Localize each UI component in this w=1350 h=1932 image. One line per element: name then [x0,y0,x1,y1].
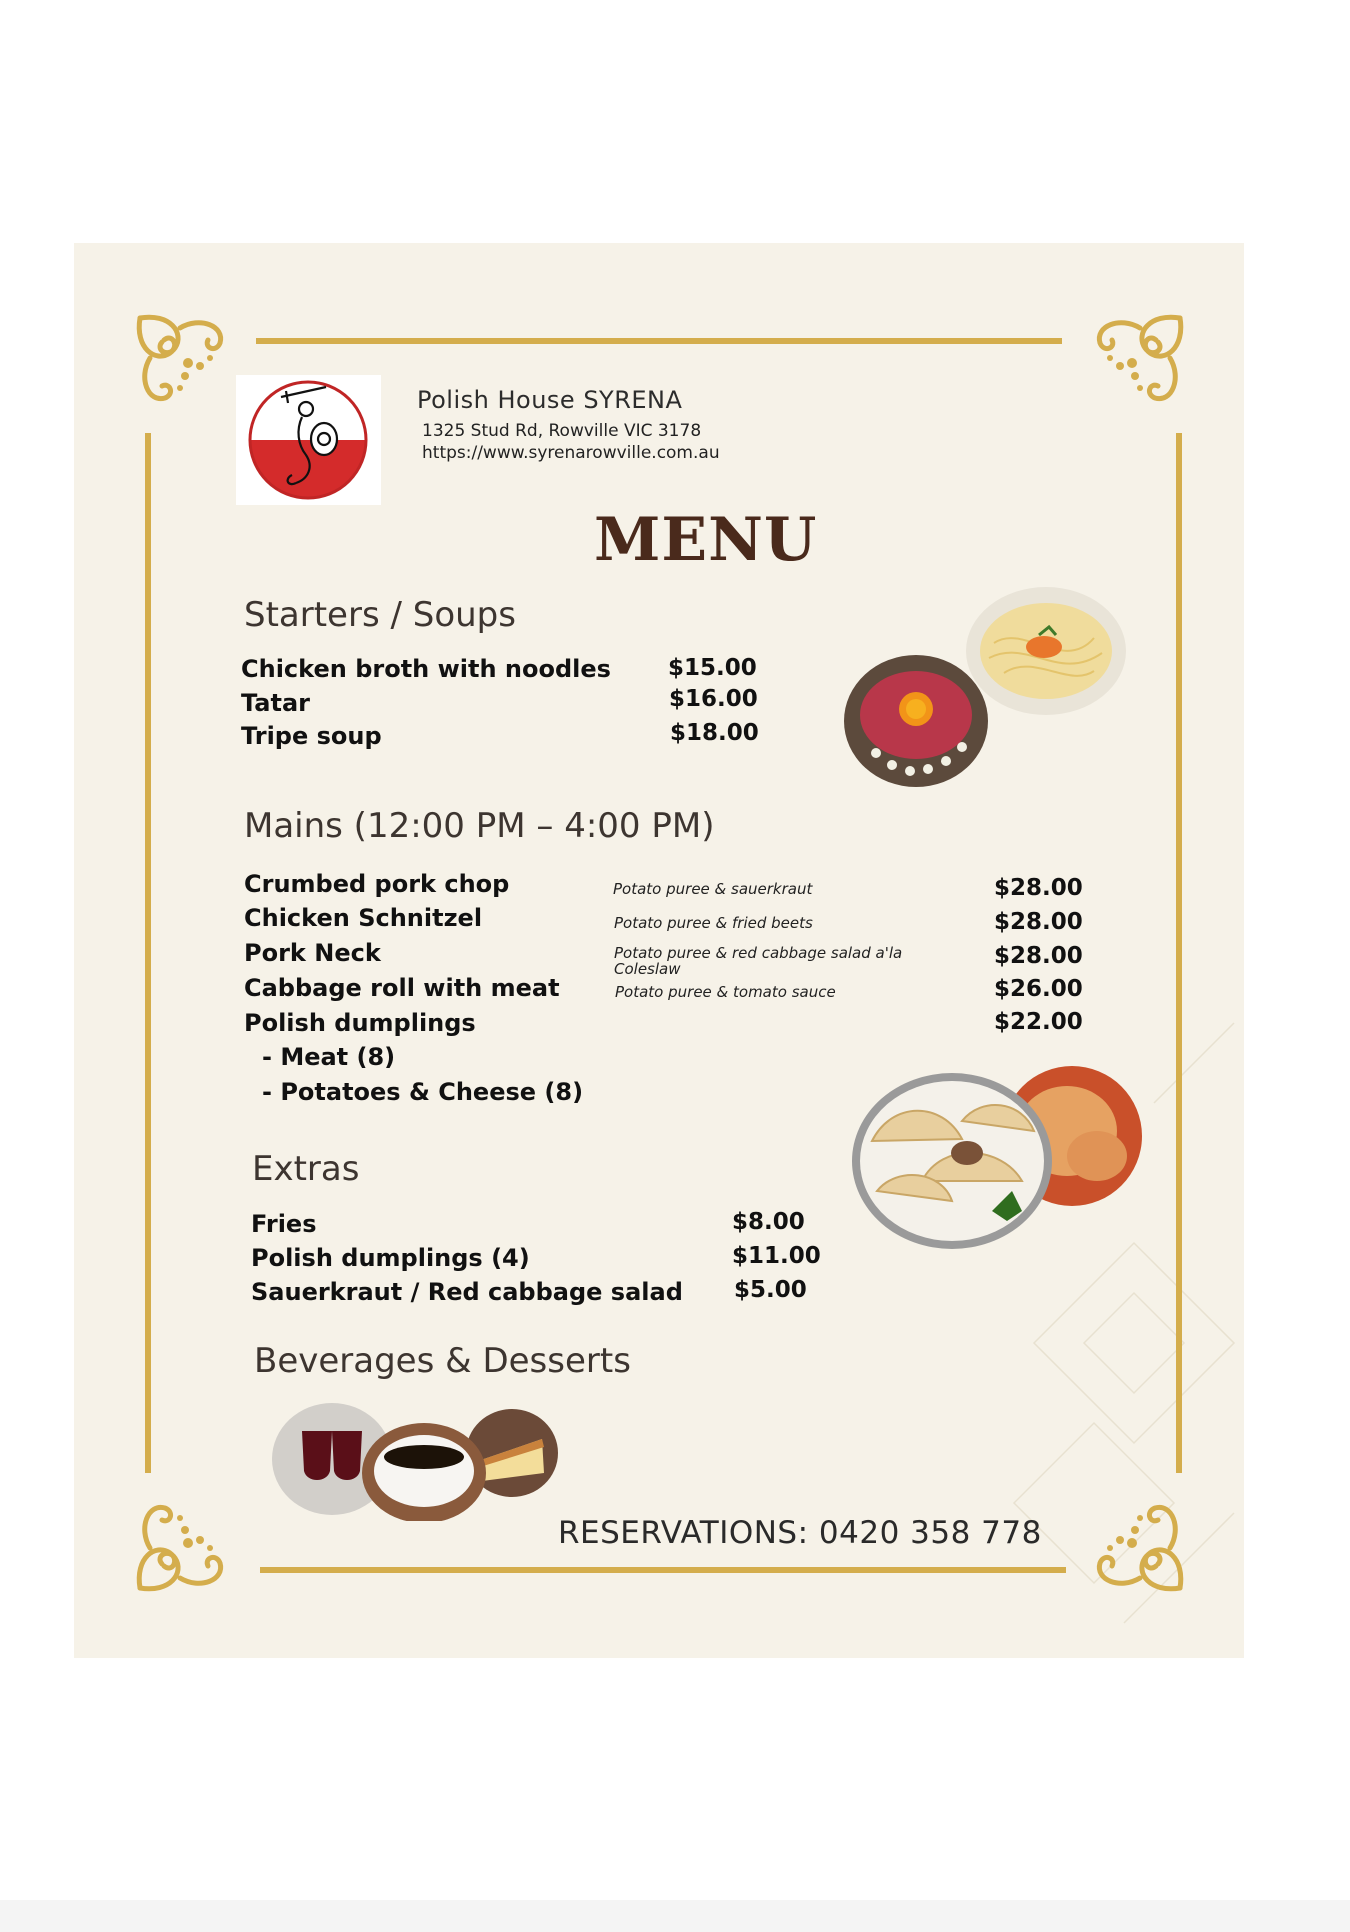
corner-ornament-top-right [1080,308,1190,418]
left-border-line [145,433,151,1473]
list-item-name: Tripe soup [241,722,382,750]
section-title-starters: Starters / Soups [244,595,516,635]
menu-card [74,243,1244,1658]
list-item-price: $18.00 [670,720,759,746]
page-footer-strip [0,1900,1350,1932]
restaurant-logo [236,375,381,505]
list-item-name: Cabbage roll with meat [244,974,560,1002]
list-subitem: - Meat (8) [262,1043,396,1071]
reservations-phone[interactable]: RESERVATIONS: 0420 358 778 [558,1515,1042,1551]
section-title-mains: Mains (12:00 PM – 4:00 PM) [244,806,715,846]
list-item-price: $28.00 [994,909,1083,935]
corner-ornament-bottom-left [130,1488,240,1598]
corner-ornament-bottom-right [1080,1488,1190,1598]
list-subitem: - Potatoes & Cheese (8) [262,1078,584,1106]
list-item-name: Tatar [241,689,310,717]
list-item-price: $16.00 [669,686,758,712]
list-item-name: Chicken broth with noodles [241,655,611,683]
list-item-price: $15.00 [668,655,757,681]
mermaid-emblem-icon [236,375,381,505]
list-item-description: Potato puree & red cabbage salad a'la Coleslaw [614,944,903,978]
list-item-name: Polish dumplings [244,1009,476,1037]
restaurant-name: Polish House SYRENA [417,386,683,414]
list-item-name: Pork Neck [244,939,381,967]
top-border-line [256,338,1062,344]
starters-food-photo [844,583,1164,793]
list-item-name: Chicken Schnitzel [244,904,483,932]
beverages-desserts-photo [272,1401,572,1521]
list-item-price: $26.00 [994,976,1083,1002]
list-item-name: Crumbed pork chop [244,870,510,898]
list-item-description: Potato puree & sauerkraut [613,880,813,898]
bottom-border-line [260,1567,1066,1573]
dumplings-food-photo [852,1061,1162,1251]
list-item-price: $28.00 [994,943,1083,969]
right-border-line [1176,433,1182,1473]
menu-title: MENU [594,505,818,575]
list-item-description: Potato puree & fried beets [614,914,813,932]
list-item-price: $8.00 [732,1209,805,1235]
list-item-description: Potato puree & tomato sauce [615,983,836,1001]
restaurant-website[interactable]: https://www.syrenarowville.com.au [422,443,720,463]
corner-ornament-top-left [130,308,240,418]
list-item-name: Fries [251,1210,317,1238]
section-title-extras: Extras [252,1149,360,1189]
list-item-price: $22.00 [994,1009,1083,1035]
list-item-price: $28.00 [994,875,1083,901]
list-item-name: Sauerkraut / Red cabbage salad [251,1278,683,1306]
list-item-price: $5.00 [734,1277,807,1303]
section-title-beverages: Beverages & Desserts [254,1341,631,1381]
list-item-price: $11.00 [732,1243,821,1269]
restaurant-address: 1325 Stud Rd, Rowville VIC 3178 [422,421,702,441]
list-item-name: Polish dumplings (4) [251,1244,530,1272]
